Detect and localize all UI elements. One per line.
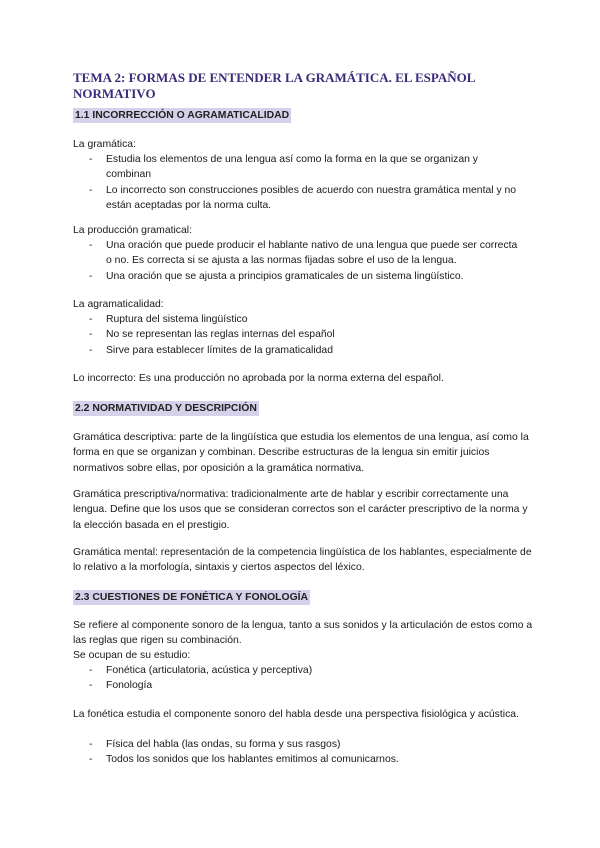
page-title: TEMA 2: FORMAS DE ENTENDER LA GRAMÁTICA. EL ESPAÑOL NORMATIVO xyxy=(73,70,475,101)
list-item: - Una oración que se ajusta a principios gramaticales de un sistema lingüístico. xyxy=(73,269,523,284)
section-heading-1-1: 1.1 INCORRECCIÓN O AGRAMATICALIDAD xyxy=(75,110,290,121)
produccion-list xyxy=(73,238,523,284)
list-item: - Todos los sonidos que los hablantes emitimos al comunicarnos. xyxy=(73,752,523,767)
fonetica-list xyxy=(73,737,523,768)
fonologia-intro-paragraph: Se refiere al componente sonoro de la lengua, tanto a sus sonidos y la articulación de estos como a las reglas que rigen su combinación. xyxy=(73,620,533,647)
list-item: - No se representan las reglas internas del español xyxy=(73,327,523,342)
list-item: - Fonética (articulatoria, acústica y perceptiva) xyxy=(73,663,523,678)
fonetica-definition-paragraph: La fonética estudia el componente sonoro del habla desde una perspectiva fisiológica y acústica. xyxy=(73,709,519,720)
list-item: - Física del habla (las ondas, su forma y sus rasgos) xyxy=(73,737,523,752)
incorrecto-paragraph: Lo incorrecto: Es una producción no aprobada por la norma externa del español. xyxy=(73,373,444,384)
section-heading-2-2: 2.2 NORMATIVIDAD Y DESCRIPCIÓN xyxy=(75,403,257,414)
list-item: - Sirve para establecer límites de la gramaticalidad xyxy=(73,343,523,358)
list-item: - Ruptura del sistema lingüístico xyxy=(73,312,523,327)
ocupan-label: Se ocupan de su estudio: xyxy=(73,650,191,661)
section-heading-2-3: 2.3 CUESTIONES DE FONÉTICA Y FONOLOGÍA xyxy=(75,592,309,603)
list-item: - Estudia los elementos de una lengua así como la forma en la que se organizan y combinan xyxy=(73,152,523,183)
mental-paragraph: Gramática mental: representación de la competencia lingüística de los hablantes, especialmente de lo relativo a la morfología, sintaxis y ciertos aspectos del léxico. xyxy=(73,547,532,574)
agramaticalidad-list xyxy=(73,312,523,358)
descriptiva-paragraph: Gramática descriptiva: parte de la lingüística que estudia los elementos de una lengua, así como la forma en que se organizan y combinan. Describe estructuras de la lengua sin emitir juicios normativos sobre ellas, por oposición a la gramática normativa. xyxy=(73,432,529,474)
list-item: - Lo incorrecto son construcciones posibles de acuerdo con nuestra gramática mental y no están aceptadas por la norma culta. xyxy=(73,183,523,214)
gramatica-label: La gramática: xyxy=(73,139,136,150)
produccion-label: La producción gramatical: xyxy=(73,225,192,236)
agramaticalidad-label: La agramaticalidad: xyxy=(73,299,164,310)
gramatica-list xyxy=(73,152,523,213)
list-item: - Una oración que puede producir el hablante nativo de una lengua que puede ser correcta o no. Es correcta si se ajusta a las normas fijadas sobre el uso de la lengua. xyxy=(73,238,523,269)
ocupan-list xyxy=(73,663,523,694)
list-item: - Fonología xyxy=(73,678,523,693)
prescriptiva-paragraph: Gramática prescriptiva/normativa: tradicionalmente arte de hablar y escribir correctamente una lengua. Define que los usos que se consideran correctos son el carácter prescriptivo de la norma y la elección basada en el prestigio. xyxy=(73,489,528,531)
